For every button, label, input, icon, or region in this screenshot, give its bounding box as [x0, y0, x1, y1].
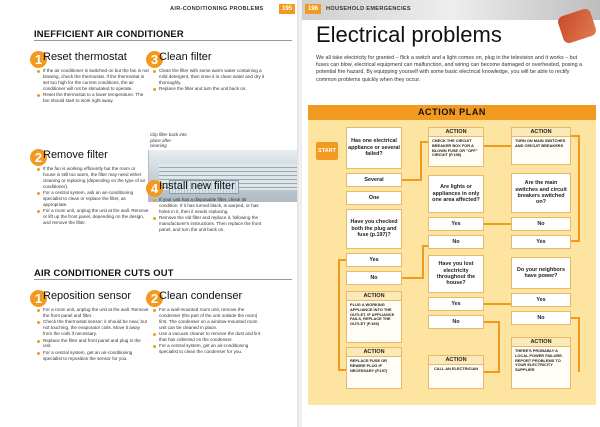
answer-no: No — [428, 315, 484, 329]
bullet: For a wall-mounted room unit, remove the condenser (the part of the unit outside the room) first. The condenser on a window-mounted room unit can be cleaned in place. — [153, 307, 265, 331]
step-bullets — [37, 166, 149, 227]
action-text: TURN ON MAIN SWITCHES AND CIRCUIT BREAKERS — [515, 138, 566, 148]
air-conditioner-photo — [148, 150, 298, 202]
connector-arrow — [578, 317, 580, 372]
bullet: Remove the old filter and replace it, following the manufacturer's instructions. Then replace the front panel, and turn the unit back on. — [153, 215, 265, 233]
question-one-area: Are lights or appliances in only one area affected? — [428, 175, 484, 213]
step-number: 2 — [30, 149, 47, 166]
start-marker: START — [316, 142, 338, 160]
connector-arrow — [484, 223, 511, 225]
question-plug-fuse: Have you checked both the plug and fuse (p.197)? — [346, 209, 402, 249]
connector-arrow — [571, 240, 580, 242]
section-heading-inefficient: INEFFICIENT AIR CONDITIONER — [34, 28, 184, 39]
section-rule — [34, 279, 292, 280]
connector-arrow — [484, 145, 511, 147]
action-text: CALL AN ELECTRICIAN — [433, 366, 479, 371]
step-bullets — [37, 307, 149, 362]
bullet: If the fan is working efficiently but the room or house is still too warm, the filter may need either cleaning or replacing (depending on the type of air conditioner). — [37, 166, 149, 190]
connector-arrow — [498, 321, 500, 371]
answer-yes: Yes — [428, 297, 484, 311]
step-number: 1 — [30, 51, 47, 68]
action-plug-working-appliance — [346, 291, 402, 343]
answer-one: One — [346, 191, 402, 205]
right-page — [302, 0, 600, 427]
answer-no: No — [346, 271, 402, 285]
answer-yes: Yes — [511, 293, 571, 307]
page-number-right: 196 — [305, 4, 321, 14]
step-bullets — [153, 307, 265, 356]
bullet: Use a vacuum cleaner to remove the dust and lint that has collected on the condenser. — [153, 331, 265, 343]
answer-yes: Yes — [428, 217, 484, 231]
bullet: Replace the filter and turn the unit back on. — [153, 86, 265, 92]
photo-caption: Clip filter back into place after cleaning — [150, 132, 187, 149]
answer-several: Several — [346, 173, 402, 187]
action-text: PLUG A WORKING APPLIANCE INTO THE OUTLET. IF APPLIANCE FAILS, REPLACE THE OUTLET (P.199) — [350, 302, 395, 327]
question-one-or-several: Has one electrical appliance or several failed? — [346, 127, 402, 169]
action-label: ACTION — [347, 348, 401, 357]
step-title: Reset thermostat — [43, 51, 127, 63]
running-head-left: AIR-CONDITIONING PROBLEMS — [170, 6, 264, 12]
connector-arrow — [338, 369, 346, 371]
connector-arrow — [422, 245, 424, 279]
bullet: For a central system, ask an air-conditioning specialist to clean or replace the filter, as appropriate. — [37, 190, 149, 208]
page-title: Electrical problems — [316, 22, 502, 47]
action-label: ACTION — [429, 128, 483, 137]
action-turn-on-switches — [511, 127, 571, 165]
bullet: Check the thermostat sensor; it should be near, but not touching, the evaporator coils. Move it away from the coils if necessary. — [37, 319, 149, 337]
answer-yes: Yes — [346, 253, 402, 267]
section-heading-cuts-out: AIR CONDITIONER CUTS OUT — [34, 267, 174, 278]
connector-arrow — [578, 135, 580, 240]
connector-arrow — [420, 141, 422, 181]
connector-arrow — [420, 141, 428, 143]
step-title: Clean condenser — [159, 290, 243, 302]
bullet: Reset the thermostat to a lower temperature. The fan should start to work right away. — [37, 92, 149, 104]
step-number: 3 — [146, 51, 163, 68]
connector-arrow — [402, 179, 420, 181]
connector-arrow — [571, 135, 580, 137]
question-main-switches: Are the main switches and circuit breakers switched on? — [511, 173, 571, 213]
bullet: Replace the filter and front panel and plug in the unit. — [37, 338, 149, 350]
answer-no: No — [511, 311, 571, 325]
connector-arrow — [422, 245, 428, 247]
step-bullets — [37, 68, 149, 104]
bullet: If the air conditioner is switched on but the fan is not blowing, check the thermostat. If the thermostat is set too high for the current conditions, the air conditioner will not be stimulated to operate. — [37, 68, 149, 92]
bullet: For a central system, get an air-conditioning specialist to clean the condenser for you. — [153, 343, 265, 355]
step-title: Remove filter — [43, 149, 108, 161]
connector-arrow — [402, 277, 422, 279]
bullet: For a central system, get an air-conditioning specialist to reposition the sensor for you. — [37, 350, 149, 362]
step-bullets — [153, 68, 265, 93]
connector-arrow — [484, 303, 511, 305]
step-title: Reposition sensor — [43, 290, 132, 302]
action-text: REPLACE FUSE OR REWIRE PLUG IF NECESSARY (P.197) — [350, 358, 388, 373]
bullet: For a room unit, unplug the unit at the wall. Remove the front panel and filter. — [37, 307, 149, 319]
action-label: ACTION — [347, 292, 401, 301]
action-label: ACTION — [512, 128, 570, 137]
bullet: For a room unit, unplug the unit at the wall. Remove or lift up the front panel, depending on the design, and remove the filter. — [37, 208, 149, 226]
question-neighbors-power: Do your neighbors have power? — [511, 257, 571, 289]
action-call-electrician — [428, 355, 484, 389]
page-number-left: 195 — [279, 4, 295, 14]
action-report-power-failure — [511, 337, 571, 389]
connector-arrow — [571, 317, 580, 319]
action-check-circuit-breaker — [428, 127, 484, 167]
action-text: CHECK THE CIRCUIT BREAKER BOX FOR A BLOWN FUSE OR "OFF" CIRCUIT (P.198) — [432, 138, 478, 158]
answer-no: No — [511, 217, 571, 231]
connector-arrow — [484, 321, 498, 323]
step-number: 1 — [30, 290, 47, 307]
running-head-right: HOUSEHOLD EMERGENCIES — [326, 6, 411, 12]
intro-paragraph: We all take electricity for granted – flick a switch and a light comes on, plug in the television and it works – but fuses can blow, electrical equipment can malfunction, and wiring can become damaged or overheated, posing a potential fire hazard. By equipping yourself with some basic electrical knowledge, you will be able to rectify common problems quickly when they occur. — [316, 55, 583, 83]
step-bullets — [153, 197, 265, 233]
action-text: THERE'S PROBABLY A LOCAL POWER FAILURE. REPORT PROBLEMS TO YOUR ELECTRICITY SUPPLIER — [515, 348, 563, 373]
action-label: ACTION — [429, 356, 483, 365]
answer-no: No — [428, 235, 484, 249]
action-label: ACTION — [512, 338, 570, 347]
answer-yes: Yes — [511, 235, 571, 249]
connector-arrow — [484, 371, 500, 373]
section-rule — [34, 40, 292, 41]
action-plan-panel — [308, 105, 596, 405]
action-replace-fuse — [346, 347, 402, 389]
step-number: 2 — [146, 290, 163, 307]
bullet: Clean the filter with some warm water containing a mild detergent, then rinse it in clean water and dry it thoroughly. — [153, 68, 265, 86]
step-title: Install new filter — [159, 180, 235, 192]
step-title: Clean filter — [159, 51, 212, 63]
connector-arrow — [338, 259, 340, 369]
question-lost-electricity: Have you lost electricity throughout the house? — [428, 255, 484, 293]
step-number: 4 — [146, 180, 163, 197]
bullet: If your unit has a disposable filter, check its condition. If it has turned black, is warped, or has holes in it, then it needs replacing. — [153, 197, 265, 215]
action-plan-heading: ACTION PLAN — [308, 105, 596, 120]
left-page — [0, 0, 298, 427]
